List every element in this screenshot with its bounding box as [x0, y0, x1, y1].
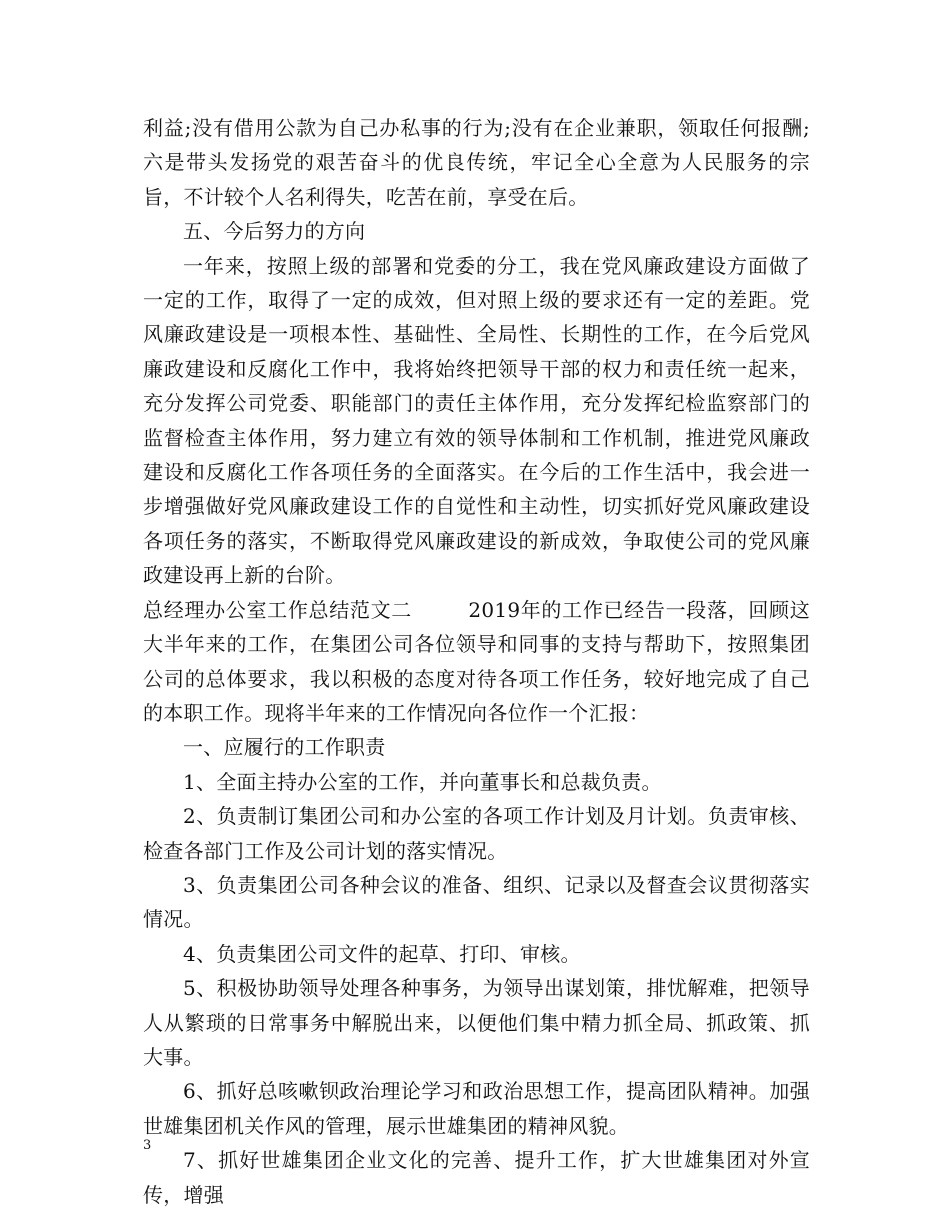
body-paragraph: 3、负责集团公司各种会议的准备、组织、记录以及督查会议贯彻落实情况。 [143, 872, 810, 932]
body-paragraph: 总经理办公室工作总结范文二 2019年的工作已经告一段落，回顾这大半年来的工作，在集团公司各位领导和同事的支持与帮助下，按照集团公司的总体要求，我以积极的态度对待各项工作任务，较好地完成了自己的本职工作。现将半年来的工作情况向各位作一个汇报： [143, 597, 810, 725]
document-body [143, 111, 810, 1212]
body-paragraph: 1、全面主持办公室的工作，并向董事长和总裁负责。 [183, 769, 662, 794]
body-paragraph: 4、负责集团公司文件的起草、打印、审核。 [183, 941, 581, 966]
body-paragraph: 5、积极协助领导处理各种事务，为领导出谋划策，排忧解难，把领导人从繁琐的日常事务中解脱出来，以便他们集中精力抓全局、抓政策、抓大事。 [143, 976, 810, 1069]
page-number: 3 [143, 1138, 152, 1153]
body-paragraph: 一、应履行的工作职责 [183, 735, 386, 760]
body-paragraph: 利益;没有借用公款为自己办私事的行为;没有在企业兼职，领取任何报酬;六是带头发扬党的艰苦奋斗的优良传统，牢记全心全意为人民服务的宗旨，不计较个人名利得失，吃苦在前，享受在后。 [143, 116, 810, 209]
body-paragraph: 五、今后努力的方向 [183, 219, 366, 244]
body-paragraph: 6、抓好总咳嗽钡政治理论学习和政治思想工作，提高团队精神。加强世雄集团机关作风的管理，展示世雄集团的精神风貌。 [143, 1079, 810, 1138]
body-paragraph: 2、负责制订集团公司和办公室的各项工作计划及月计划。负责审核、检查各部门工作及公司计划的落实情况。 [143, 804, 810, 863]
body-paragraph: 7、抓好世雄集团企业文化的完善、提升工作，扩大世雄集团对外宣传，增强 [143, 1148, 810, 1207]
body-paragraph: 一年来，按照上级的部署和党委的分工，我在党风廉政建设方面做了一定的工作，取得了一定的成效，但对照上级的要求还有一定的差距。党风廉政建设是一项根本性、基础性、全局性、长期性的工作，在今后党风廉政建设和反腐化工作中，我将始终把领导干部的权力和责任统一起来，充分发挥公司党委、职能部门的责任主体作用，充分发挥纪检监察部门的监督检查主体作用，努力建立有效的领导体制和工作机制，推进党风廉政建设和反腐化工作各项任务的全面落实。在今后的工作生活中，我会进一步增强做好党风廉政建设工作的自觉性和主动性，切实抓好党风廉政建设各项任务的落实，不断取得党风廉政建设的新成效，争取使公司的党风廉政建设再上新的台阶。 [143, 253, 810, 588]
